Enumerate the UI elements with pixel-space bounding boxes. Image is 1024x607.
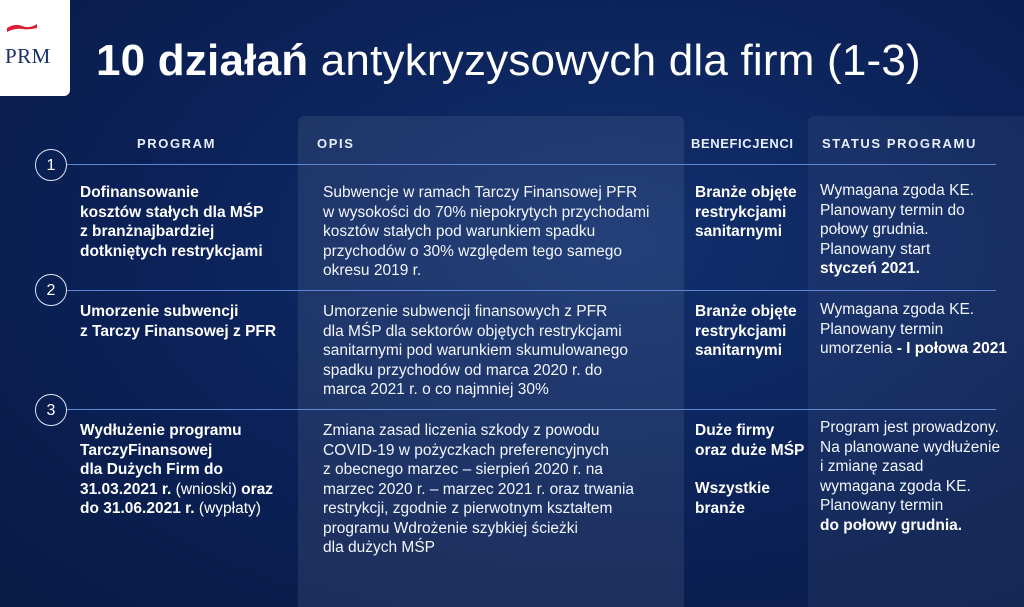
row-3-benef-line: oraz duże MŚP	[695, 441, 805, 459]
row-1-opis-line: kosztów stałych pod warunkiem spadku	[323, 223, 596, 240]
row-number-1: 1	[35, 149, 67, 181]
row-1-status-line: Planowany termin do	[820, 201, 965, 219]
row-3-program-line: Wydłużenie programu	[80, 422, 242, 439]
row-2-status-last-bold: - I połowa 2021	[896, 340, 1007, 357]
row-1-program	[80, 183, 295, 261]
row-1-opis-line: Subwencje w ramach Tarczy Finansowej PFR	[323, 184, 638, 201]
row-3-opis-line: Zmiana zasad liczenia szkody z powodu	[323, 422, 600, 439]
row-3-program-tail: oraz	[236, 480, 274, 498]
row-1-status	[820, 181, 1020, 279]
row-1-status-line: Planowany start	[820, 240, 931, 258]
row-divider-3	[66, 409, 996, 410]
row-divider-1	[66, 164, 996, 165]
row-2-beneficjenci	[695, 302, 807, 361]
header-beneficjenci: BENEFICJENCI	[691, 136, 794, 151]
row-3-status-line: i zmianę zasad	[820, 458, 924, 475]
row-3-opis	[323, 421, 683, 558]
row-2-opis-line: spadku przychodów od marca 2020 r. do	[323, 361, 603, 379]
row-2-program-line: Umorzenie subwencji	[80, 303, 239, 320]
title-bold: 10 działań	[96, 36, 309, 85]
row-3-opis-line: dla dużych MŚP	[323, 539, 435, 556]
row-3-program-paren-1: (wnioski)	[171, 480, 237, 498]
row-3-benef-line: Duże firmy	[695, 422, 775, 439]
row-2-opis-line: dla MŚP dla sektorów objętych restrykcjami	[323, 322, 622, 340]
row-2-program-line: z Tarczy Finansowej z PFR	[80, 322, 277, 340]
row-3-status-line: wymagana zgoda KE.	[820, 477, 971, 495]
header-status: STATUS PROGRAMU	[822, 136, 977, 151]
header-opis: OPIS	[317, 136, 355, 151]
flag-icon	[7, 22, 37, 34]
row-3-program-line: dla Dużych Firm do	[80, 461, 223, 478]
row-3-status-line: Na planowane wydłużenie	[820, 438, 1001, 456]
row-number-2: 2	[35, 274, 67, 306]
row-3-beneficjenci	[695, 421, 807, 518]
row-3-opis-line: programu Wdrożenie szybkiej ścieżki	[323, 519, 578, 537]
row-1-benef-line: Branże objęte	[695, 184, 797, 201]
row-2-benef-line: sanitarnymi	[695, 342, 783, 359]
row-2-benef-line: restrykcjami	[695, 322, 787, 340]
row-1-opis-line: przychodów o 30% względem tego samego	[323, 242, 622, 260]
row-3-status-line: Planowany termin	[820, 497, 944, 514]
row-2-status-last-line	[820, 339, 1020, 359]
row-1-benef-line: restrykcjami	[695, 203, 787, 221]
row-2-opis-line: Umorzenie subwencji finansowych z PFR	[323, 303, 608, 320]
title-light: antykryzysowych dla firm (1-3)	[308, 36, 921, 85]
row-1-program-line: z branżnajbardziej	[80, 223, 215, 240]
row-1-program-line: Dofinansowanie	[80, 184, 199, 201]
row-3-opis-line: z obecnego marzec – sierpień 2020 r. na	[323, 461, 604, 478]
row-1-benef-line: sanitarnymi	[695, 223, 783, 240]
row-3-benef-gap	[695, 460, 807, 479]
row-2-status-last-prefix: umorzenia	[820, 340, 897, 357]
row-3-program-line: TarczyFinansowej	[80, 441, 213, 459]
row-3-status-line: Program jest prowadzony.	[820, 419, 999, 436]
row-1-opis-line: w wysokości do 70% niepokrytych przychodami	[323, 203, 650, 221]
row-1-status-bold: styczeń 2021.	[820, 260, 920, 277]
row-1-beneficjenci	[695, 183, 807, 242]
row-divider-2	[66, 290, 996, 291]
row-3-program-date-2: do 31.06.2021 r.	[80, 500, 195, 517]
page-title	[96, 36, 921, 86]
header-program: PROGRAM	[137, 136, 217, 151]
row-2-opis-line: sanitarnymi pod warunkiem skumulowanego	[323, 342, 628, 359]
row-3-status	[820, 418, 1020, 535]
row-1-opis-line: okresu 2019 r.	[323, 262, 422, 279]
row-2-program	[80, 302, 295, 341]
row-2-status-line: Planowany termin	[820, 320, 944, 338]
prm-logo	[0, 0, 70, 96]
row-1-program-line: kosztów stałych dla MŚP	[80, 203, 264, 221]
row-3-program	[80, 421, 295, 519]
row-3-program-paren-2: (wypłaty)	[194, 500, 261, 517]
row-2-benef-line: Branże objęte	[695, 303, 797, 320]
row-3-opis-line: restrykcji, zgodnie z pierwotnym kształtem	[323, 500, 613, 517]
row-3-opis-line: COVID-19 w pożyczkach preferencyjnych	[323, 441, 610, 459]
row-3-program-line-4	[80, 480, 295, 500]
logo-text: PRM	[5, 44, 51, 68]
row-3-status-bold: do połowy grudnia.	[820, 516, 963, 534]
row-3-opis-line: marzec 2020 r. – marzec 2021 r. oraz trwania	[323, 480, 635, 498]
row-1-opis	[323, 183, 683, 281]
row-2-status	[820, 300, 1020, 359]
row-3-program-date-1: 31.03.2021 r.	[80, 480, 172, 498]
row-3-program-line-5	[80, 499, 295, 519]
row-3-benef-line: Wszystkie	[695, 480, 770, 497]
row-1-program-line: dotkniętych restrykcjami	[80, 242, 263, 260]
row-2-status-line: Wymagana zgoda KE.	[820, 301, 975, 318]
row-3-benef-line: branże	[695, 499, 745, 517]
row-2-opis-line: marca 2021 r. o co najmniej 30%	[323, 381, 549, 398]
row-number-3: 3	[35, 394, 67, 426]
row-1-status-line: połowy grudnia.	[820, 221, 929, 238]
row-1-status-line: Wymagana zgoda KE.	[820, 182, 975, 199]
row-2-opis	[323, 302, 683, 400]
